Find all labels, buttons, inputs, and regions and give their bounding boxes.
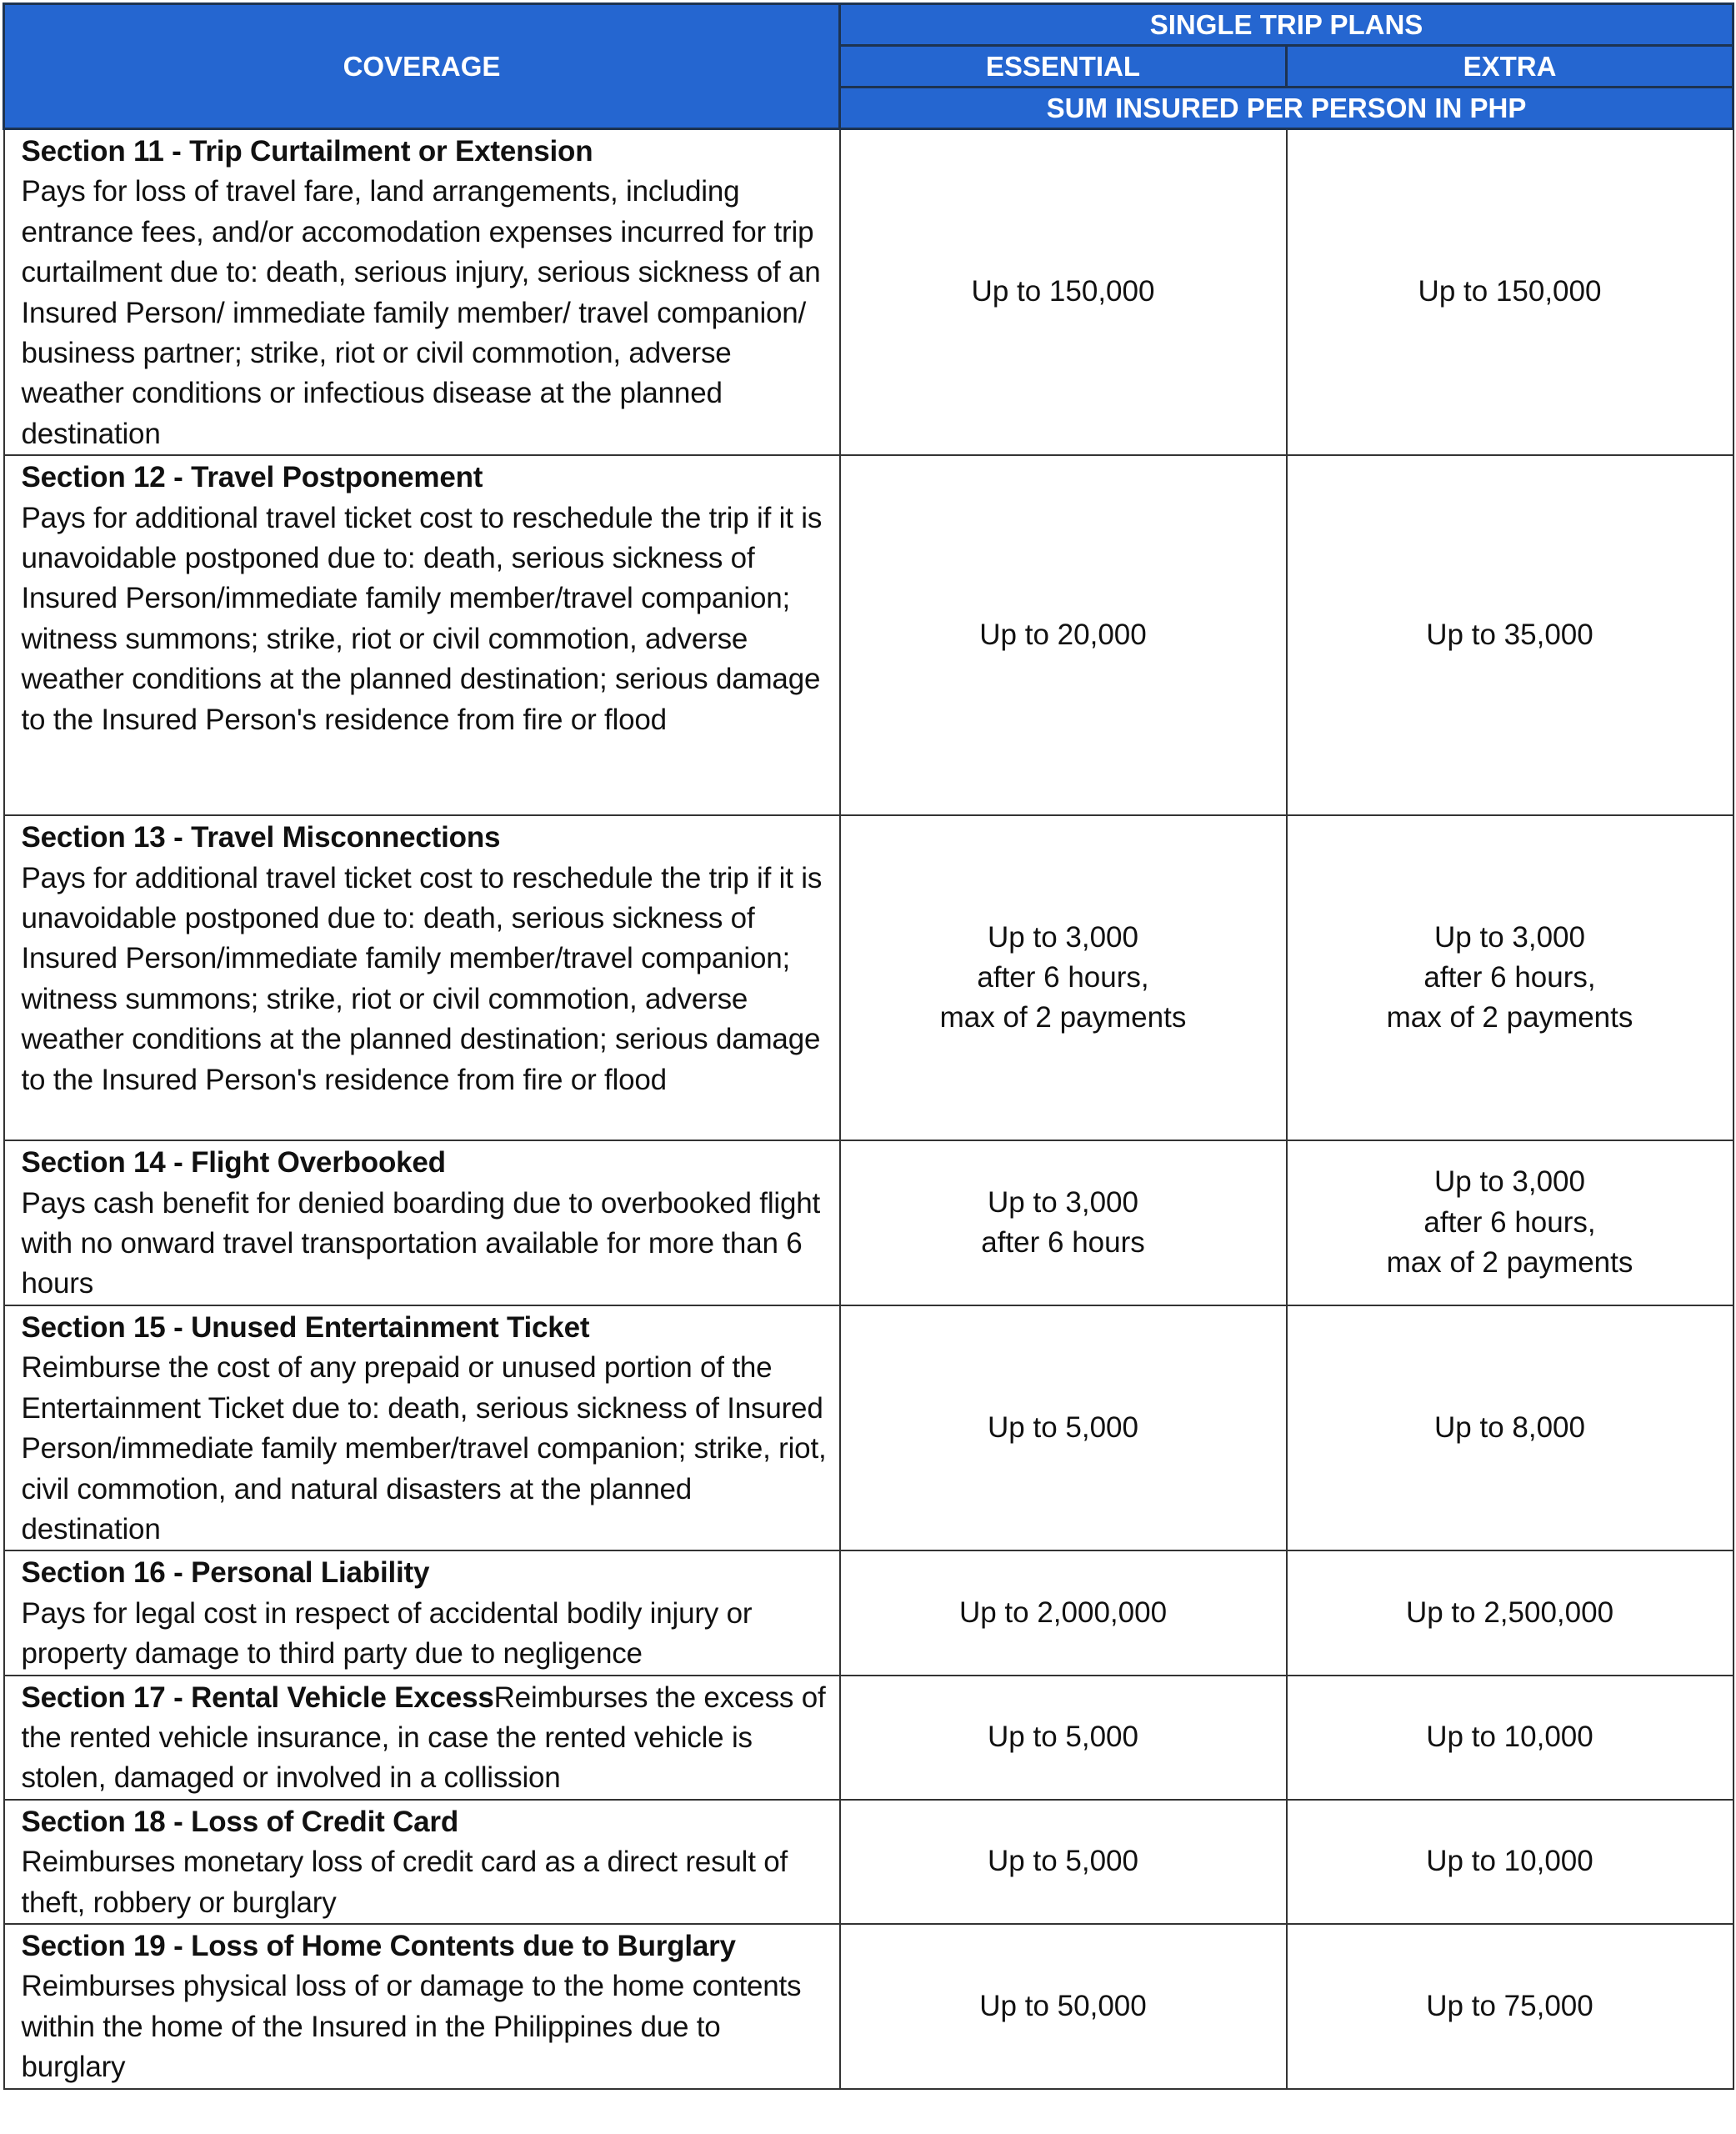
section-description: Reimburses the excess of the rented vehicle insurance, in case the rented vehicle is stolen, damaged or involved in a collission [21, 1681, 826, 1795]
section-title: Section 16 - Personal Liability [21, 1556, 430, 1590]
extra-amount: Up to 3,000 after 6 hours, max of 2 payments [1386, 920, 1633, 1034]
extra-value [1287, 1676, 1733, 1800]
section-title: Section 18 - Loss of Credit Card [21, 1805, 459, 1838]
section-title: Section 14 - Flight Overbooked [21, 1146, 446, 1180]
essential-header: ESSENTIAL [840, 46, 1287, 88]
extra-amount: Up to 10,000 [1426, 1845, 1593, 1878]
extra-value [1287, 815, 1733, 1140]
extra-value [1287, 1550, 1733, 1675]
sum-insured-header: SUM INSURED PER PERSON IN PHP [840, 88, 1733, 129]
extra-value [1287, 1305, 1733, 1550]
extra-header: EXTRA [1287, 46, 1733, 88]
extra-amount: Up to 2,500,000 [1405, 1595, 1614, 1629]
section-title: Section 13 - Travel Misconnections [21, 821, 501, 854]
essential-value [840, 1924, 1287, 2089]
table-header [4, 4, 1733, 129]
coverage-cell [4, 1924, 840, 2089]
essential-amount: Up to 50,000 [979, 1989, 1147, 2022]
table-row [4, 1924, 1733, 2089]
coverage-cell [4, 1800, 840, 1924]
essential-amount: Up to 5,000 [988, 1845, 1138, 1878]
extra-amount: Up to 75,000 [1426, 1989, 1593, 2022]
essential-amount: Up to 150,000 [971, 275, 1155, 308]
essential-amount: Up to 5,000 [988, 1720, 1138, 1753]
extra-amount: Up to 3,000 after 6 hours, max of 2 payments [1386, 1165, 1633, 1280]
coverage-cell [4, 1140, 840, 1305]
section-description: Pays cash benefit for denied boarding due to overbooked flight with no onward travel transportation available for more than 6 hours [21, 1186, 821, 1300]
coverage-cell [4, 1305, 840, 1550]
extra-value [1287, 129, 1733, 456]
section-description: Pays for additional travel ticket cost to reschedule the trip if it is unavoidable postponed due to: death, serious sickness of Insured Person/immediate family member/travel companion; witness summons; strike, riot or civil commotion, adverse weather conditions at the planned destination; serious damage to the Insured Person's residence from fire or flood [21, 501, 823, 736]
coverage-header: COVERAGE [4, 4, 840, 129]
essential-value [840, 455, 1287, 815]
plan-group-header: SINGLE TRIP PLANS [840, 4, 1733, 46]
section-description: Pays for legal cost in respect of accidental bodily injury or property damage to third party due to negligence [21, 1596, 753, 1671]
essential-value [840, 1676, 1287, 1800]
section-description: Reimburses monetary loss of credit card as a direct result of theft, robbery or burglary [21, 1846, 788, 1919]
essential-value [840, 815, 1287, 1140]
extra-amount: Up to 10,000 [1426, 1720, 1593, 1753]
essential-value [840, 1550, 1287, 1675]
coverage-table [3, 3, 1734, 2090]
table-row [4, 815, 1733, 1140]
table-row [4, 1676, 1733, 1800]
extra-value [1287, 1140, 1733, 1305]
section-description: Pays for additional travel ticket cost to reschedule the trip if it is unavoidable postponed due to: death, serious sickness of Insured Person/immediate family member/travel companion; witness summons; strike, riot or civil commotion, adverse weather conditions at the planned destination; serious damage to the Insured Person's residence from fire or flood [21, 861, 823, 1096]
essential-value [840, 1140, 1287, 1305]
table-row [4, 129, 1733, 456]
essential-value [840, 129, 1287, 456]
coverage-cell [4, 129, 840, 456]
section-title: Section 11 - Trip Curtailment or Extension [21, 135, 593, 168]
extra-value [1287, 1800, 1733, 1924]
section-title: Section 15 - Unused Entertainment Ticket [21, 1310, 590, 1344]
essential-value [840, 1800, 1287, 1924]
table-body [4, 129, 1733, 2089]
extra-value [1287, 455, 1733, 815]
coverage-cell [4, 1676, 840, 1800]
table-row [4, 455, 1733, 815]
coverage-cell [4, 815, 840, 1140]
essential-amount: Up to 3,000 after 6 hours, max of 2 payments [939, 920, 1187, 1034]
coverage-cell [4, 1550, 840, 1675]
essential-amount: Up to 2,000,000 [958, 1595, 1168, 1629]
section-description: Reimburses physical loss of or damage to the home contents within the home of the Insured in the Philippines due to burglary [21, 1970, 802, 2084]
essential-amount: Up to 5,000 [988, 1410, 1138, 1444]
extra-amount: Up to 150,000 [1418, 275, 1602, 308]
essential-value [840, 1305, 1287, 1550]
section-description: Pays for loss of travel fare, land arrangements, including entrance fees, and/or accomodation expenses incurred for trip curtailment due to: death, serious injury, serious sickness of an Insured Person/ immediate family member/ travel companion/ business partner; strike, riot or civil commotion, adverse weather conditions or infectious disease at the planned destination [21, 175, 821, 450]
extra-value [1287, 1924, 1733, 2089]
section-title: Section 17 - Rental Vehicle Excess [21, 1681, 494, 1714]
essential-amount: Up to 3,000 after 6 hours [981, 1185, 1145, 1260]
coverage-table-container [3, 3, 1734, 2090]
extra-amount: Up to 8,000 [1434, 1410, 1585, 1444]
table-row [4, 1550, 1733, 1675]
section-description: Reimburse the cost of any prepaid or unused portion of the Entertainment Ticket due to: death, serious sickness of Insured Person/immediate family member/travel companion; strike, riot, civil commotion, and natural disasters at the planned destination [21, 1351, 827, 1545]
essential-amount: Up to 20,000 [979, 619, 1147, 652]
table-row [4, 1140, 1733, 1305]
extra-amount: Up to 35,000 [1426, 619, 1593, 652]
table-row [4, 1305, 1733, 1550]
table-row [4, 1800, 1733, 1924]
section-title: Section 12 - Travel Postponement [21, 461, 483, 494]
coverage-cell [4, 455, 840, 815]
section-title: Section 19 - Loss of Home Contents due to Burglary [21, 1929, 736, 1962]
